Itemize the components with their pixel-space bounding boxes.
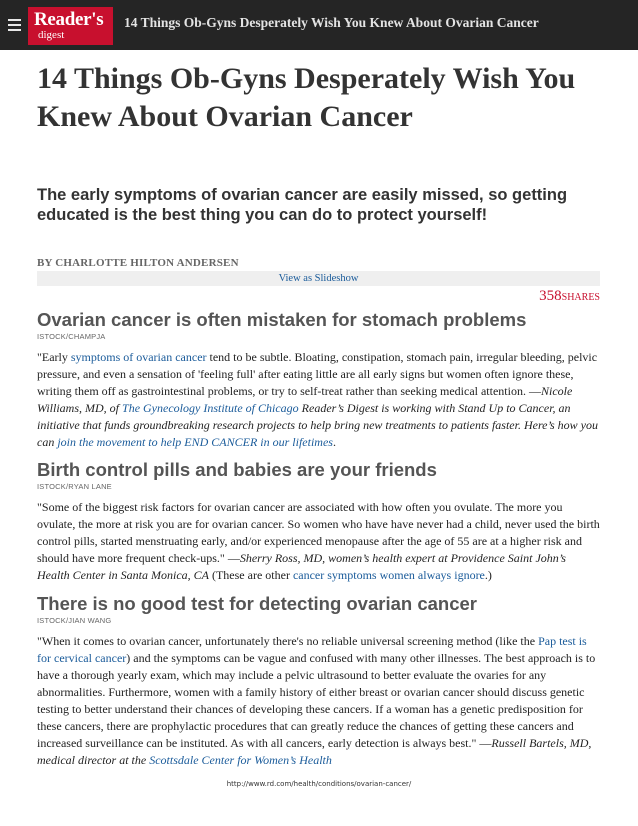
gynecology-institute-link[interactable]: The Gynecology Institute of Chicago — [122, 401, 299, 415]
article-subhead: The early symptoms of ovarian cancer are easily missed, so getting educated is the best thing you can do to protect yourself! — [37, 186, 568, 224]
text: .) — [484, 568, 492, 582]
logo-sub-text: digest — [38, 29, 65, 41]
scottsdale-center-link[interactable]: Scottsdale Center for Women’s Health — [149, 753, 332, 767]
section-paragraph — [37, 633, 601, 769]
footer-url: http://www.rd.com/health/conditions/ovarian-cancer/ — [226, 780, 412, 788]
shares-number: 358 — [539, 288, 562, 304]
cancer-symptoms-link[interactable]: cancer symptoms women always ignore — [292, 568, 485, 582]
section-no-good-test — [37, 593, 601, 769]
section-paragraph — [37, 499, 601, 584]
section-birth-control — [37, 459, 601, 584]
share-count — [539, 287, 600, 305]
photo-credit: ISTOCK/JIAN WANG — [37, 616, 112, 625]
shares-label: SHARES — [561, 292, 600, 303]
top-bar — [0, 0, 638, 50]
end-cancer-link[interactable]: join the movement to help END CANCER in our lifetimes — [57, 435, 333, 449]
quote-author: Nicole Williams, MD, of — [37, 384, 573, 415]
photo-credit: ISTOCK/RYAN LANE — [37, 482, 112, 491]
text: "Early — [37, 350, 71, 364]
text: (These are other — [208, 568, 293, 582]
view-slideshow-link[interactable]: View as Slideshow — [278, 273, 359, 284]
text: Reader’s Digest is working with Stand Up to Cancer, an initiative that funds groundbreaking research projects to help bring new treatments to patients faster. Here’s how you can — [37, 401, 598, 449]
text: tend to be subtle. Bloating, constipation, stomach pain, irregular bleeding, pelvic pressure, and even a sensation of 'feeling full' after eating little are all early signs but women often ignore these, writing them off as gastrointestinal problems, or try to self-treat rather than seeking medical attention. — — [37, 350, 598, 398]
slideshow-bar — [37, 271, 600, 286]
quote-author: Russell Bartels, MD, medical director at the — [37, 736, 592, 767]
page-title: 14 Things Ob-Gyns Desperately Wish You Knew About Ovarian Cancer — [37, 62, 576, 133]
hamburger-icon[interactable] — [8, 19, 21, 31]
section-title: Ovarian cancer is often mistaken for stomach problems — [37, 309, 527, 330]
section-stomach-problems — [37, 309, 601, 451]
pap-test-link[interactable]: Pap test is for cervical cancer — [37, 634, 587, 665]
quote-author: Sherry Ross, MD, women’s health expert at Providence Saint John’s Health Center in Santa Monica, CA — [37, 551, 566, 582]
text: "Some of the biggest risk factors for ovarian cancer are associated with how often you ovulate. The more you ovulate, the more at risk you are for ovarian cancer. So women who have have never had a child, never used the birth control pills, started menstruating early, and/or experienced menopause after the age of 55 are at a higher risk and should have more frequent check-ups." — — [37, 500, 600, 565]
ovarian-symptoms-link[interactable]: symptoms of ovarian cancer — [70, 350, 207, 364]
byline: BY CHARLOTTE HILTON ANDERSEN — [37, 257, 239, 269]
section-title: There is no good test for detecting ovarian cancer — [37, 593, 477, 614]
site-logo[interactable] — [28, 7, 113, 45]
logo-main-text: Reader's — [34, 9, 104, 30]
text: "When it comes to ovarian cancer, unfortunately there's no reliable universal screening method (like the — [37, 634, 539, 648]
text: . — [332, 435, 336, 449]
photo-credit: ISTOCK/CHAMPJA — [37, 332, 106, 341]
section-paragraph — [37, 349, 601, 451]
text: ) and the symptoms can be vague and confused with many other illnesses. The best approach is to have a thorough yearly exam, which may include a pelvic ultrasound to better evaluate the ovaries for any abnormalities. Furthermore, women with a family history of either breast or ovarian cancer should discuss genetic testing to better understand their chances of developing these cancers. If a woman has a genetic predisposition for these cancers, there are prophylactic procedures that can greatly reduce the chances of getting these cancers and increased surveillance can be instituted. As with all cancers, early detection is always best." — — [37, 651, 596, 750]
top-bar-title: 14 Things Ob-Gyns Desperately Wish You Knew About Ovarian Cancer — [124, 15, 539, 30]
section-title: Birth control pills and babies are your friends — [37, 459, 437, 480]
